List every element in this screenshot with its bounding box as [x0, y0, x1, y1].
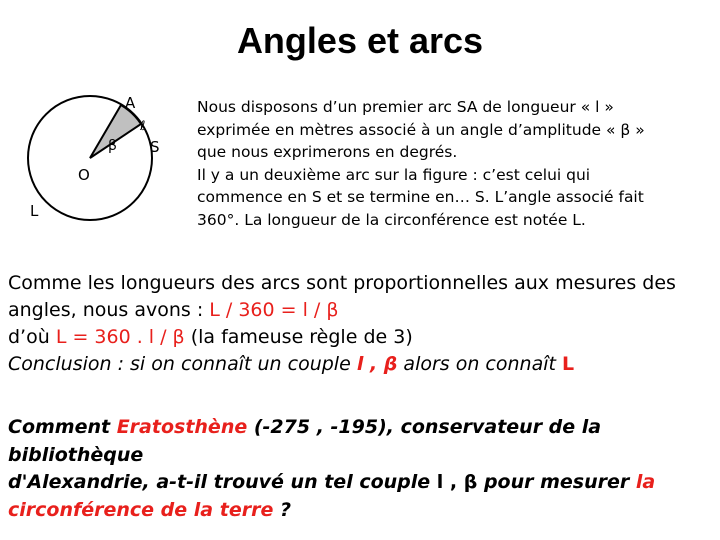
explanation-line-2: [8, 297, 713, 324]
question-line-3: [8, 497, 713, 525]
label-beta: β: [108, 138, 117, 154]
intro-line: exprimée en mètres associé à un angle d’amplitude « β »: [197, 120, 645, 139]
label-l-big: L: [30, 202, 39, 220]
circle-figure: [22, 88, 192, 223]
explanation-line-1: Comme les longueurs des arcs sont proportionnelles aux mesures des: [8, 272, 676, 294]
intro-line: Il y a un deuxième arc sur la figure : c’est celui qui: [197, 165, 591, 184]
intro-line: Nous disposons d’un premier arc SA de longueur « l »: [197, 98, 614, 116]
explanation-text: angles, nous avons :: [8, 299, 210, 321]
explanation-text: (la fameuse règle de 3): [190, 326, 413, 348]
explanation-block: [8, 270, 713, 378]
explanation-line-3: [8, 324, 713, 351]
question-line-1: [8, 414, 713, 469]
formula-proportion: L / 360 = l / β: [209, 299, 339, 321]
question-text: d'Alexandrie, a-t-il trouvé un tel couple: [8, 471, 437, 493]
label-s: S: [150, 138, 160, 156]
conclusion-text: Conclusion : si on connaît un couple: [8, 353, 357, 375]
question-text: pour mesurer: [477, 471, 636, 493]
label-a: A: [125, 94, 136, 112]
intro-line: que nous exprimerons en degrés.: [197, 143, 458, 161]
question-text: ?: [273, 498, 291, 521]
page-title: Angles et arcs: [236, 20, 484, 61]
intro-line: 360°. La longueur de la circonférence est notée L.: [197, 210, 586, 229]
label-o: O: [78, 166, 90, 184]
explanation-text: d’où: [8, 326, 56, 348]
question-line-2: [8, 469, 713, 497]
conclusion-text: alors on connaît: [397, 353, 562, 375]
conclusion-pair: l , β: [356, 353, 398, 375]
question-pair: l , β: [436, 471, 478, 493]
question-block: [8, 414, 713, 524]
conclusion-l: L: [562, 353, 575, 375]
question-text: (-275 , -195), conservateur de la bibliothèque: [8, 416, 602, 466]
explanation-line-4: [8, 351, 713, 378]
intro-line: commence en S et se termine en… S. L’angle associé fait: [197, 188, 644, 206]
intro-paragraph: [197, 96, 702, 231]
question-red-circumference: circonférence de la terre: [8, 498, 274, 521]
question-red-la: la: [635, 471, 656, 493]
formula-circumference: L = 360 . l / β: [55, 326, 185, 348]
label-l-small: ℓ: [140, 119, 146, 134]
question-text: Comment: [8, 416, 117, 438]
eratosthene-name: Eratosthène: [116, 416, 248, 438]
